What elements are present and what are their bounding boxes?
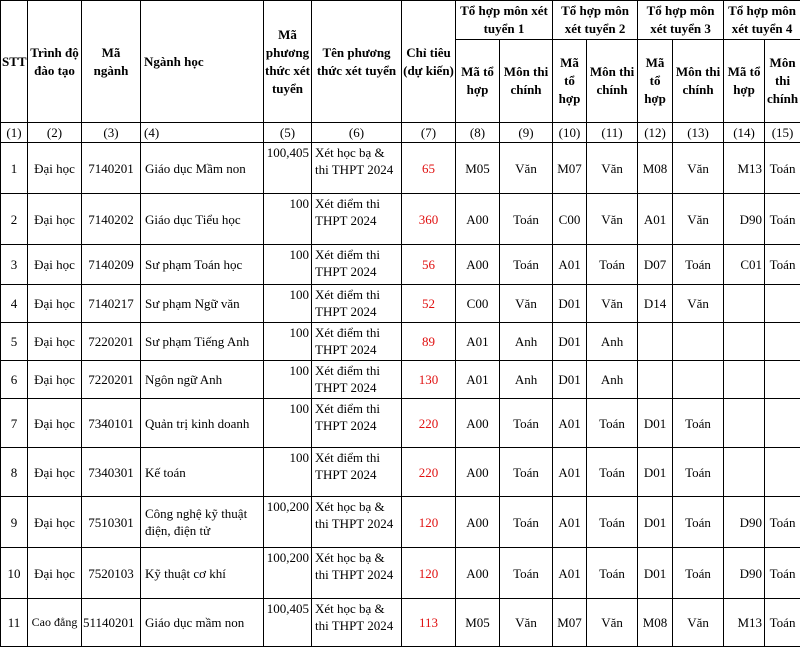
header-ma-nganh: Mã ngành (82, 1, 141, 123)
ten-phuong-thuc-cell: Xét điểm thi THPT 2024 (312, 245, 402, 285)
mon-thi-1-cell: Toán (500, 497, 553, 548)
column-number: (1) (1, 123, 28, 143)
ma-to-hop-4-cell: D90 (724, 194, 765, 245)
header-stt: STT (1, 1, 28, 123)
ma-nganh-cell: 7140217 (82, 285, 141, 323)
ma-phuong-thuc-cell: 100 (264, 285, 312, 323)
header-to-hop-3: Tổ hợp môn xét tuyển 3 (638, 1, 724, 40)
chi-tieu-cell: 220 (402, 399, 456, 448)
ma-to-hop-4-cell: D90 (724, 497, 765, 548)
mon-thi-3-cell: Văn (673, 143, 724, 194)
nganh-hoc-cell: Kế toán (141, 448, 264, 497)
ma-to-hop-2-cell: C00 (553, 194, 587, 245)
ma-to-hop-3-cell: D01 (638, 497, 673, 548)
ma-to-hop-4-cell: M13 (724, 143, 765, 194)
nganh-hoc-cell: Giáo dục mầm non (141, 599, 264, 647)
ma-phuong-thuc-cell: 100,405 (264, 599, 312, 647)
nganh-hoc-cell: Giáo dục Mầm non (141, 143, 264, 194)
ma-nganh-cell: 7340101 (82, 399, 141, 448)
ma-to-hop-4-cell: M13 (724, 599, 765, 647)
ma-to-hop-2-cell: A01 (553, 448, 587, 497)
mon-thi-3-cell: Toán (673, 448, 724, 497)
mon-thi-3-cell: Toán (673, 245, 724, 285)
trinh-do-cell: Đại học (28, 285, 82, 323)
ma-nganh-cell: 7220201 (82, 361, 141, 399)
mon-thi-2-cell: Văn (587, 599, 638, 647)
header-mon-thi-3: Môn thi chính (673, 40, 724, 123)
ma-to-hop-2-cell: A01 (553, 399, 587, 448)
stt-cell: 11 (1, 599, 28, 647)
ma-to-hop-3-cell: D01 (638, 399, 673, 448)
header-mon-thi-4: Môn thi chính (765, 40, 800, 123)
header-to-hop-1: Tổ hợp môn xét tuyển 1 (456, 1, 553, 40)
ma-to-hop-4-cell (724, 361, 765, 399)
mon-thi-2-cell: Toán (587, 448, 638, 497)
trinh-do-cell: Cao đẳng (28, 599, 82, 647)
ma-phuong-thuc-cell: 100 (264, 194, 312, 245)
ma-to-hop-1-cell: A00 (456, 245, 500, 285)
ma-to-hop-1-cell: M05 (456, 599, 500, 647)
column-number: (3) (82, 123, 141, 143)
column-number: (10) (553, 123, 587, 143)
ma-to-hop-2-cell: D01 (553, 285, 587, 323)
ma-to-hop-4-cell (724, 323, 765, 361)
header-trinh-do: Trình độ đào tạo (28, 1, 82, 123)
ma-to-hop-2-cell: A01 (553, 548, 587, 599)
ma-to-hop-2-cell: M07 (553, 143, 587, 194)
chi-tieu-cell: 120 (402, 548, 456, 599)
chi-tieu-cell: 120 (402, 497, 456, 548)
stt-cell: 5 (1, 323, 28, 361)
ma-to-hop-3-cell: D14 (638, 285, 673, 323)
stt-cell: 4 (1, 285, 28, 323)
ma-to-hop-3-cell (638, 361, 673, 399)
chi-tieu-cell: 130 (402, 361, 456, 399)
column-number: (12) (638, 123, 673, 143)
stt-cell: 8 (1, 448, 28, 497)
trinh-do-cell: Đại học (28, 143, 82, 194)
ten-phuong-thuc-cell: Xét điểm thi THPT 2024 (312, 399, 402, 448)
mon-thi-1-cell: Toán (500, 245, 553, 285)
ten-phuong-thuc-cell: Xét điểm thi THPT 2024 (312, 194, 402, 245)
ma-nganh-cell: 7510301 (82, 497, 141, 548)
table-row (1, 285, 800, 323)
trinh-do-cell: Đại học (28, 497, 82, 548)
mon-thi-3-cell (673, 361, 724, 399)
ma-to-hop-3-cell (638, 323, 673, 361)
mon-thi-1-cell: Toán (500, 399, 553, 448)
stt-cell: 7 (1, 399, 28, 448)
ma-to-hop-1-cell: A00 (456, 399, 500, 448)
header-ten-phuong-thuc: Tên phương thức xét tuyển (312, 1, 402, 123)
stt-cell: 9 (1, 497, 28, 548)
stt-cell: 3 (1, 245, 28, 285)
ma-to-hop-3-cell: M08 (638, 143, 673, 194)
ma-to-hop-1-cell: M05 (456, 143, 500, 194)
mon-thi-4-cell: Toán (765, 497, 800, 548)
ma-nganh-cell: 7140202 (82, 194, 141, 245)
mon-thi-2-cell: Văn (587, 143, 638, 194)
column-number: (11) (587, 123, 638, 143)
nganh-hoc-cell: Sư phạm Ngữ văn (141, 285, 264, 323)
nganh-hoc-cell: Sư phạm Toán học (141, 245, 264, 285)
mon-thi-2-cell: Toán (587, 399, 638, 448)
mon-thi-2-cell: Toán (587, 548, 638, 599)
table-row (1, 143, 800, 194)
mon-thi-2-cell: Văn (587, 194, 638, 245)
ma-nganh-cell: 7140201 (82, 143, 141, 194)
mon-thi-1-cell: Văn (500, 285, 553, 323)
ma-to-hop-2-cell: M07 (553, 599, 587, 647)
header-to-hop-2: Tổ hợp môn xét tuyển 2 (553, 1, 638, 40)
trinh-do-cell: Đại học (28, 548, 82, 599)
mon-thi-4-cell: Toán (765, 245, 800, 285)
column-number: (9) (500, 123, 553, 143)
chi-tieu-cell: 52 (402, 285, 456, 323)
header-mon-thi-2: Môn thi chính (587, 40, 638, 123)
ma-to-hop-3-cell: A01 (638, 194, 673, 245)
mon-thi-1-cell: Toán (500, 448, 553, 497)
ma-to-hop-2-cell: A01 (553, 245, 587, 285)
trinh-do-cell: Đại học (28, 194, 82, 245)
column-number: (6) (312, 123, 402, 143)
header-ma-phuong-thuc: Mã phương thức xét tuyển (264, 1, 312, 123)
ma-phuong-thuc-cell: 100 (264, 361, 312, 399)
header-mon-thi-1: Môn thi chính (500, 40, 553, 123)
table-row (1, 599, 800, 647)
ten-phuong-thuc-cell: Xét điểm thi THPT 2024 (312, 285, 402, 323)
mon-thi-4-cell: Toán (765, 548, 800, 599)
stt-cell: 10 (1, 548, 28, 599)
ma-to-hop-1-cell: A00 (456, 194, 500, 245)
table-row (1, 497, 800, 548)
mon-thi-2-cell: Anh (587, 323, 638, 361)
ma-to-hop-3-cell: D01 (638, 448, 673, 497)
stt-cell: 6 (1, 361, 28, 399)
header-chi-tieu: Chỉ tiêu (dự kiến) (402, 1, 456, 123)
mon-thi-1-cell: Toán (500, 194, 553, 245)
chi-tieu-cell: 89 (402, 323, 456, 361)
column-number: (2) (28, 123, 82, 143)
mon-thi-4-cell: Toán (765, 143, 800, 194)
column-number: (5) (264, 123, 312, 143)
ma-phuong-thuc-cell: 100,405 (264, 143, 312, 194)
ma-to-hop-4-cell (724, 448, 765, 497)
ma-to-hop-1-cell: A00 (456, 448, 500, 497)
mon-thi-1-cell: Anh (500, 323, 553, 361)
ma-phuong-thuc-cell: 100,200 (264, 548, 312, 599)
column-number: (4) (141, 123, 264, 143)
ma-nganh-cell: 7520103 (82, 548, 141, 599)
stt-cell: 1 (1, 143, 28, 194)
ma-to-hop-3-cell: D07 (638, 245, 673, 285)
ma-to-hop-4-cell: D90 (724, 548, 765, 599)
ma-to-hop-2-cell: A01 (553, 497, 587, 548)
mon-thi-3-cell (673, 323, 724, 361)
ten-phuong-thuc-cell: Xét học bạ & thi THPT 2024 (312, 143, 402, 194)
mon-thi-3-cell: Văn (673, 194, 724, 245)
ten-phuong-thuc-cell: Xét học bạ & thi THPT 2024 (312, 548, 402, 599)
ma-phuong-thuc-cell: 100 (264, 323, 312, 361)
ma-nganh-cell: 7340301 (82, 448, 141, 497)
chi-tieu-cell: 360 (402, 194, 456, 245)
ma-to-hop-2-cell: D01 (553, 361, 587, 399)
header-ma-to-hop-2: Mã tổ hợp (553, 40, 587, 123)
trinh-do-cell: Đại học (28, 323, 82, 361)
column-number-row (1, 123, 800, 143)
table-row (1, 548, 800, 599)
ma-phuong-thuc-cell: 100 (264, 399, 312, 448)
mon-thi-2-cell: Toán (587, 245, 638, 285)
mon-thi-2-cell: Văn (587, 285, 638, 323)
stt-cell: 2 (1, 194, 28, 245)
nganh-hoc-cell: Kỹ thuật cơ khí (141, 548, 264, 599)
nganh-hoc-cell: Giáo dục Tiểu học (141, 194, 264, 245)
ten-phuong-thuc-cell: Xét điểm thi THPT 2024 (312, 361, 402, 399)
nganh-hoc-cell: Quản trị kinh doanh (141, 399, 264, 448)
mon-thi-4-cell (765, 323, 800, 361)
trinh-do-cell: Đại học (28, 399, 82, 448)
column-number: (14) (724, 123, 765, 143)
mon-thi-1-cell: Văn (500, 143, 553, 194)
trinh-do-cell: Đại học (28, 245, 82, 285)
mon-thi-4-cell (765, 361, 800, 399)
ma-to-hop-4-cell (724, 285, 765, 323)
nganh-hoc-cell: Công nghệ kỹ thuật điện, điện tử (141, 497, 264, 548)
ma-nganh-cell: 7140209 (82, 245, 141, 285)
mon-thi-4-cell (765, 399, 800, 448)
table-row (1, 194, 800, 245)
column-number: (13) (673, 123, 724, 143)
table-row (1, 323, 800, 361)
header-ma-to-hop-4: Mã tổ hợp (724, 40, 765, 123)
mon-thi-2-cell: Anh (587, 361, 638, 399)
ma-to-hop-1-cell: A01 (456, 323, 500, 361)
mon-thi-3-cell: Văn (673, 599, 724, 647)
ten-phuong-thuc-cell: Xét học bạ & thi THPT 2024 (312, 599, 402, 647)
chi-tieu-cell: 113 (402, 599, 456, 647)
ma-to-hop-4-cell (724, 399, 765, 448)
ma-to-hop-2-cell: D01 (553, 323, 587, 361)
table-row (1, 361, 800, 399)
table-body (1, 143, 800, 647)
mon-thi-4-cell (765, 285, 800, 323)
ma-to-hop-1-cell: A01 (456, 361, 500, 399)
ma-nganh-cell: 7220201 (82, 323, 141, 361)
mon-thi-4-cell: Toán (765, 194, 800, 245)
column-number: (8) (456, 123, 500, 143)
mon-thi-1-cell: Văn (500, 599, 553, 647)
mon-thi-4-cell (765, 448, 800, 497)
chi-tieu-cell: 65 (402, 143, 456, 194)
mon-thi-3-cell: Toán (673, 548, 724, 599)
nganh-hoc-cell: Ngôn ngữ Anh (141, 361, 264, 399)
chi-tieu-cell: 220 (402, 448, 456, 497)
ma-phuong-thuc-cell: 100 (264, 245, 312, 285)
ten-phuong-thuc-cell: Xét điểm thi THPT 2024 (312, 323, 402, 361)
ten-phuong-thuc-cell: Xét học bạ & thi THPT 2024 (312, 497, 402, 548)
ten-phuong-thuc-cell: Xét điểm thi THPT 2024 (312, 448, 402, 497)
ma-to-hop-3-cell: D01 (638, 548, 673, 599)
column-number: (15) (765, 123, 800, 143)
table-row (1, 448, 800, 497)
header-to-hop-4: Tổ hợp môn xét tuyển 4 (724, 1, 800, 40)
ma-to-hop-1-cell: A00 (456, 548, 500, 599)
mon-thi-3-cell: Văn (673, 285, 724, 323)
ma-to-hop-3-cell: M08 (638, 599, 673, 647)
trinh-do-cell: Đại học (28, 448, 82, 497)
ma-to-hop-1-cell: C00 (456, 285, 500, 323)
mon-thi-4-cell: Toán (765, 599, 800, 647)
header-ma-to-hop-1: Mã tổ hợp (456, 40, 500, 123)
trinh-do-cell: Đại học (28, 361, 82, 399)
mon-thi-1-cell: Toán (500, 548, 553, 599)
ma-to-hop-4-cell: C01 (724, 245, 765, 285)
chi-tieu-cell: 56 (402, 245, 456, 285)
table-row (1, 245, 800, 285)
ma-phuong-thuc-cell: 100,200 (264, 497, 312, 548)
mon-thi-1-cell: Anh (500, 361, 553, 399)
ma-to-hop-1-cell: A00 (456, 497, 500, 548)
header-nganh-hoc: Ngành học (141, 1, 264, 123)
column-number: (7) (402, 123, 456, 143)
table-row (1, 399, 800, 448)
mon-thi-3-cell: Toán (673, 497, 724, 548)
mon-thi-2-cell: Toán (587, 497, 638, 548)
header-ma-to-hop-3: Mã tổ hợp (638, 40, 673, 123)
nganh-hoc-cell: Sư phạm Tiếng Anh (141, 323, 264, 361)
ma-nganh-cell: 51140201 (82, 599, 141, 647)
ma-phuong-thuc-cell: 100 (264, 448, 312, 497)
mon-thi-3-cell: Toán (673, 399, 724, 448)
